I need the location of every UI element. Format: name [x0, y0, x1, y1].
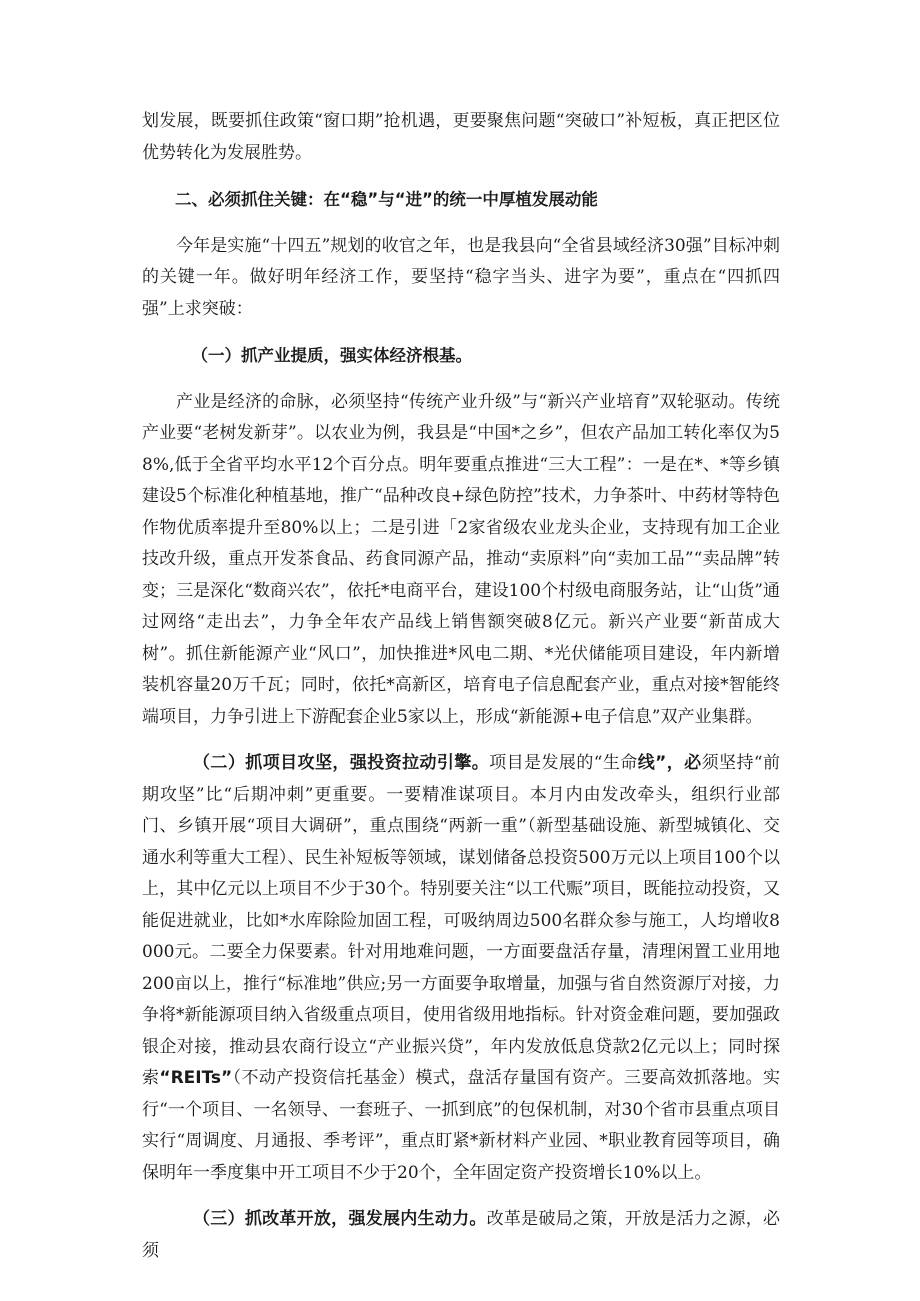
item2-body-c: （不动产投资信托基金）模式，盘活存量国有资产。三要高效抓落地。实行“一个项目、一名领导、一套班子、一抓到底”的包保机制，对30个省市县重点项目实行“周调度、月通报、季考评”，重点盯紧*新材料产业园、*职业教育园等项目，确保明年一季度集中开工项目不少于20个，全年固定资产投资增长10%以上。	[142, 1068, 781, 1183]
section-intro-paragraph: 今年是实施“十四五”规划的收官之年，也是我县向“全省县域经济30强”目标冲刺的关键一年。做好明年经济工作，要坚持“稳字当头、进字为要”，重点在“四抓四强”上求突破：	[142, 235, 780, 319]
item1-body-paragraph: 产业是经济的命脉，必须坚持“传统产业升级”与“新兴产业培育”双轮驱动。传统产业要“老树发新芽”。以农业为例，我县是“中国*之乡”，但农产品加工转化率仅为58%,低于全省平均水平12个百分点。明年要重点推进“三大工程”：一是在*、*等乡镇建设5个标准化种植基地，推广“品种改良+绿色防控”技术，力争茶叶、中药材等特色作物优质率提升至80%以上；二是引进「2家省级农业龙头企业，支持现有加工企业技改升级，重点开发茶食品、药食同源产品，推动“卖原料”向“卖加工品”“卖品牌”转变；三是深化“数商兴农”，依托*电商平台，建设100个村级电商服务站，让“山货”通过网络“走出去”，力争全年农产品线上销售额突破8亿元。新兴产业要“新苗成大树”。抓住新能源产业“风口”，加快推进*风电二期、*光伏储能项目建设，年内新增装机容量20万千瓦；同时，依托*高新区，培育电子信息配套产业，重点对接*智能终端项目，力争引进上下游配套企业5家以上，形成“新能源+电子信息”双产业集群。	[142, 391, 780, 727]
item3-paragraph	[142, 1204, 780, 1267]
section-heading: 二、必须抓住关键：在“稳”与“进”的统一中厚植发展动能	[175, 190, 598, 209]
item3-body: 改革是破局之策，开放是活力之源，必须	[142, 1209, 781, 1261]
item1-heading: （一）抓产业提质，强实体经济根基。	[191, 346, 472, 365]
item2-lead: （二）抓项目攻坚，强投资拉动引擎。	[193, 753, 490, 773]
continuation-paragraph: 划发展，既要抓住政策“窗口期”抢机遇，更要聚焦问题“突破口”补短板，真正把区位优势转化为发展胜势。	[142, 111, 780, 163]
item2-body-b: 须坚持“前期攻坚”比“后期冲刺”更重要。一要精准谋项目。本月内由发改牵头，组织行业部门、乡镇开展“项目大调研”，重点围绕“两新一重”（新型基础设施、新型城镇化、交通水利等重大工程）、民生补短板等领域，谋划储备总投资500万元以上项目100个以上，其中亿元以上项目不少于30个。特别要关注“以工代赈”项目，既能拉动投资，又能促进就业，比如*水库除险加固工程，可吸纳周边500名群众参与施工，人均增收8000元。二要全力保要素。针对用地难问题，一方面要盘活存量，清理闲置工业用地200亩以上，推行“标准地”供应;另一方面要争取增量，加强与省自然资源厅对接，力争将*新能源项目纳入省级重点项目，使用省级用地指标。针对资金难问题，要加强政银企对接，推动县农商行设立“产业振兴贷”，年内发放低息贷款2亿元以上；同时探索	[142, 753, 780, 1088]
item2-body-a: 项目是发展的“生命	[489, 753, 638, 773]
item2-bold-b: “REITs”	[159, 1068, 233, 1088]
item2-paragraph	[142, 748, 780, 1189]
item3-lead: （三）抓改革开放，强发展内生动力。	[193, 1209, 487, 1229]
document-page	[142, 106, 780, 1267]
item2-bold-a: 线”，必	[637, 753, 702, 773]
